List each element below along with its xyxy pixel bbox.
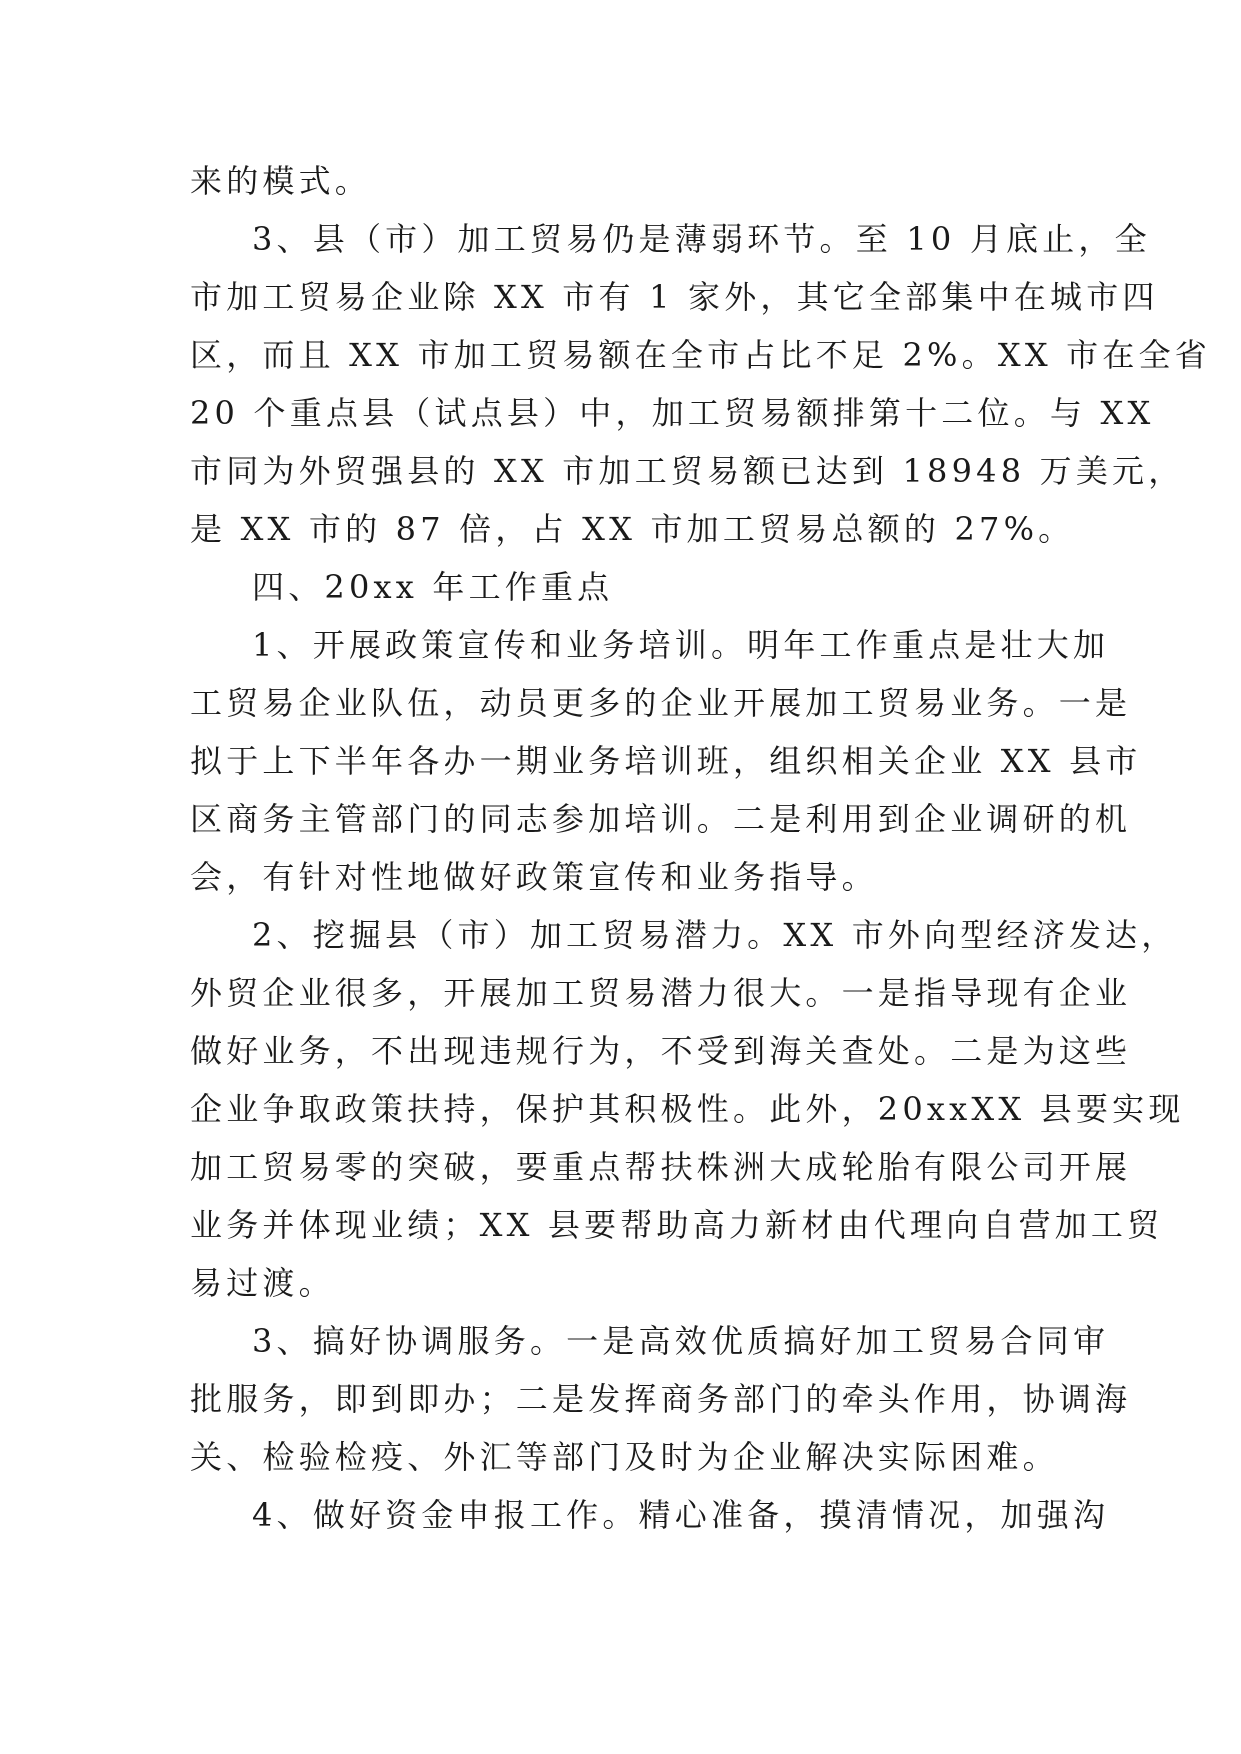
text-line: 区商务主管部门的同志参加培训。二是利用到企业调研的机 [190,800,1132,838]
paragraph-heading: 2、挖掘县（市）加工贸易潜力。XX 市外向型经济发达， [252,916,1178,954]
text-line: 做好业务，不出现违规行为，不受到海关查处。二是为这些 [190,1032,1132,1070]
paragraph-heading: 3、县（市）加工贸易仍是薄弱环节。至 10 月底止，全 [252,220,1151,258]
text-line: 20 个重点县（试点县）中，加工贸易额排第十二位。与 XX [190,394,1155,432]
text-line: 业务并体现业绩；XX 县要帮助高力新材由代理向自营加工贸 [190,1206,1164,1244]
text-line: 区，而且 XX 市加工贸易额在全市占比不足 2%。XX 市在全省 [190,336,1211,374]
section-heading: 四、20xx 年工作重点 [252,568,614,606]
text-line: 市同为外贸强县的 XX 市加工贸易额已达到 18948 万美元， [190,452,1185,490]
text-line: 关、检验检疫、外汇等部门及时为企业解决实际困难。 [190,1438,1059,1476]
paragraph-heading: 1、开展政策宣传和业务培训。明年工作重点是壮大加 [252,626,1110,664]
text-line: 会，有针对性地做好政策宣传和业务指导。 [190,858,878,896]
text-line: 易过渡。 [190,1264,335,1302]
text-line: 外贸企业很多，开展加工贸易潜力很大。一是指导现有企业 [190,974,1132,1012]
text-line: 工贸易企业队伍，动员更多的企业开展加工贸易业务。一是 [190,684,1132,722]
text-line: 是 XX 市的 87 倍，占 XX 市加工贸易总额的 27%。 [190,510,1075,548]
paragraph-heading: 3、搞好协调服务。一是高效优质搞好加工贸易合同审 [252,1322,1110,1360]
text-line: 企业争取政策扶持，保护其积极性。此外，20xxXX 县要实现 [190,1090,1185,1128]
text-line: 拟于上下半年各办一期业务培训班，组织相关企业 XX 县市 [190,742,1142,780]
text-line: 来的模式。 [190,162,372,200]
document-body [190,152,1211,1544]
text-line: 加工贸易零的突破，要重点帮扶株洲大成轮胎有限公司开展 [190,1148,1132,1186]
paragraph-heading: 4、做好资金申报工作。精心准备，摸清情况，加强沟 [252,1496,1110,1534]
text-line: 批服务，即到即办；二是发挥商务部门的牵头作用，协调海 [190,1380,1132,1418]
text-line: 市加工贸易企业除 XX 市有 1 家外，其它全部集中在城市四 [190,278,1159,316]
